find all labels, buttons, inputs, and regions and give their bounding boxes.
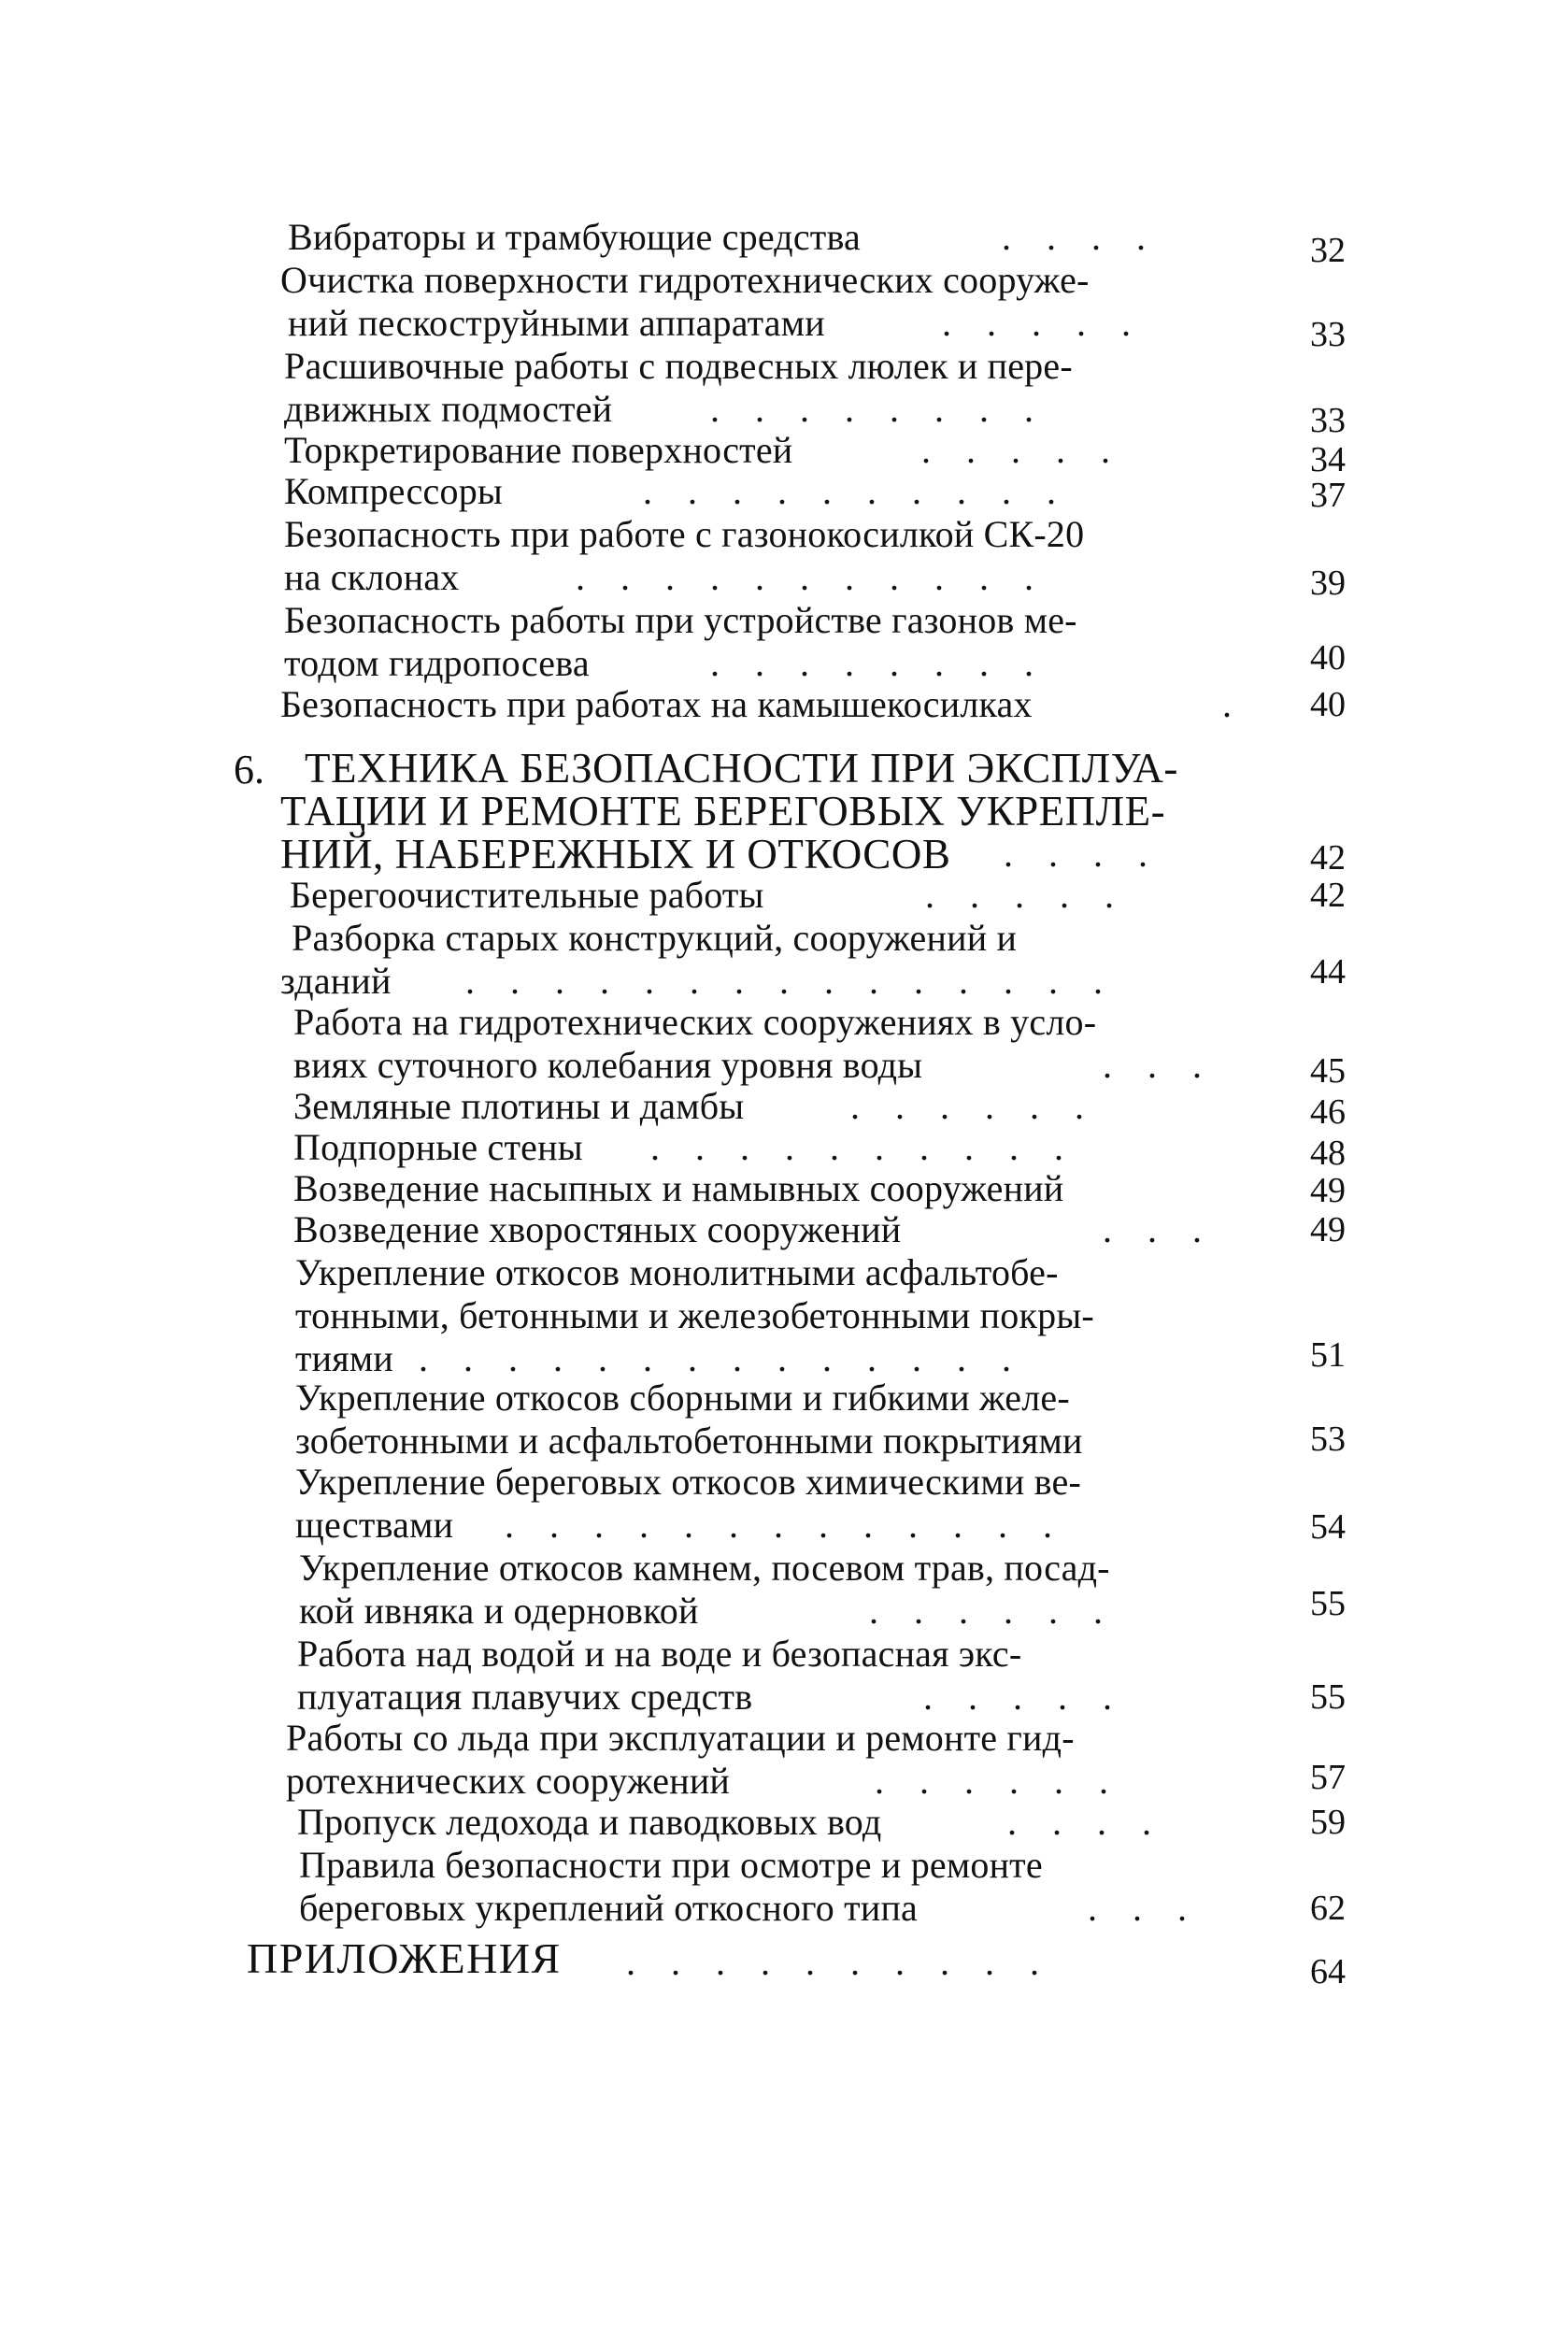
page-number: 42 [1310,876,1346,915]
page-number: 46 [1310,1092,1346,1132]
page-number: 55 [1310,1677,1346,1717]
section-number: 6. [234,747,264,792]
leader-dots: . . . . . . [850,1085,1097,1127]
page-number: 42 [1310,838,1346,878]
entry-line: Безопасность при работах на камышекосилках [280,683,1033,725]
leader-dots: . . . . [1007,1801,1164,1843]
entry-line: тиями [295,1337,394,1379]
page-number: 59 [1310,1803,1346,1842]
entry-line: Земляные плотины и дамбы [293,1085,745,1127]
leader-dots: . . . . . . . . [710,642,1047,684]
leader-dots: . . . . . [923,1676,1125,1718]
leader-dots: . . . . . . . . . . . [576,556,1047,598]
leader-dots: . . . . . . [875,1760,1121,1802]
leader-dots: . . . . . . . . . . . . . . [419,1337,1024,1379]
entry-line: на склонах [284,556,460,598]
leader-dots: . . . . [1004,833,1161,875]
page-number: 39 [1310,564,1346,603]
leader-dots: . . . . . . . . . . [626,1941,1052,1983]
page-number: 44 [1310,952,1346,992]
leader-dots: . . . . . . . . [710,388,1047,430]
page-number: 49 [1310,1210,1346,1249]
entry-line: ний пескоструйными аппаратами [288,302,825,344]
leader-dots: . . . . . . . . . . [650,1126,1076,1168]
entry-line: Очистка поверхности гидротехнических сооруже- [280,259,1090,301]
entry-line: ротехнических сооружений [286,1760,731,1802]
entry-line: Подпорные стены [293,1126,583,1168]
entry-line: Компрессоры [284,470,503,512]
entry-line: Пропуск ледохода и паводковых вод [297,1801,882,1843]
leader-dots: . . . [1103,1208,1215,1250]
entry-line: Возведение хворостяных сооружений [293,1208,902,1250]
page-number: 40 [1310,685,1346,724]
entry-line: Укрепление откосов монолитными асфальтобе- [295,1251,1059,1293]
entry-line: движных подмостей [284,388,613,430]
entry-line: зобетонными и асфальтобетонными покрытиями [295,1420,1083,1462]
leader-dots: . . . . . . . . . . [643,470,1069,512]
page-number: 53 [1310,1420,1346,1459]
page-number: 64 [1310,1952,1346,1991]
leader-dots: . . . . . [925,874,1127,916]
entry-line: Возведение насыпных и намывных сооружений [293,1167,1064,1209]
page-number: 62 [1310,1889,1346,1928]
page-number: 32 [1310,231,1346,270]
entry-line: Берегоочистительные работы [290,874,764,916]
entry-line: ществами [295,1504,454,1546]
page-number: 33 [1310,401,1346,440]
leader-dots: . [1222,683,1245,725]
entry-line: Укрепление откосов камнем, посевом трав, посад- [299,1547,1110,1589]
entry-line: кой ивняка и одерновкой [299,1590,699,1632]
entry-line: плуатация плавучих средств [297,1676,753,1718]
entry-line: Расшивочные работы с подвесных люлек и пере- [284,345,1073,387]
leader-dots: . . . . . [942,302,1144,344]
page-number: 54 [1310,1507,1346,1547]
entry-line: Укрепление береговых откосов химическими ве- [295,1461,1082,1503]
page-number: 40 [1310,638,1346,678]
entry-line: береговых укреплений откосного типа [299,1887,918,1929]
leader-dots: . . . . . . [869,1590,1116,1632]
entry-line: тонными, бетонными и железобетонными покры- [295,1294,1094,1336]
entry-line: Укрепление откосов сборными и гибкими желе- [295,1377,1070,1419]
entry-line: виях суточного колебания уровня воды [293,1044,923,1086]
leader-dots: . . . . . [921,429,1123,471]
leader-dots: . . . [1103,1044,1215,1086]
page-number: 33 [1310,315,1346,354]
leader-dots: . . . . [1002,216,1159,258]
page-number: 34 [1310,440,1346,479]
page-number: 45 [1310,1051,1346,1091]
entry-line: Вибраторы и трамбующие средства [288,216,861,258]
entry-line: Торкретирование поверхностей [284,429,793,471]
leader-dots: . . . [1088,1887,1200,1929]
leader-dots: . . . . . . . . . . . . . [505,1504,1065,1546]
page-number: 57 [1310,1758,1346,1797]
section-title-line: НИЙ, НАБЕРЕЖНЫХ И ОТКОСОВ [280,831,951,878]
appendix-title: ПРИЛОЖЕНИЯ [247,1934,562,1982]
page-number: 48 [1310,1134,1346,1173]
entry-line: Безопасность при работе с газонокосилкой СК-20 [284,513,1085,555]
entry-line: Разборка старых конструкций, сооружений и [292,917,1018,959]
entry-line: Правила безопасности при осмотре и ремонте [299,1844,1043,1886]
section-title-line: ТЕХНИКА БЕЗОПАСНОСТИ ПРИ ЭКСПЛУА- [305,745,1178,792]
entry-line: Работы со льда при эксплуатации и ремонте гид- [286,1717,1075,1759]
entry-line: Работа над водой и на воде и безопасная экс- [297,1633,1022,1675]
leader-dots: . . . . . . . . . . . . . . . [465,960,1116,1002]
page-number: 55 [1310,1584,1346,1623]
entry-line: зданий [280,960,392,1002]
entry-line: Работа на гидротехнических сооружениях в усло- [293,1001,1097,1043]
page-number: 49 [1310,1171,1346,1210]
page-number: 51 [1310,1335,1346,1375]
page-number: 37 [1310,476,1346,515]
entry-line: тодом гидропосева [284,642,590,684]
section-title-line: ТАЦИИ И РЕМОНТЕ БЕРЕГОВЫХ УКРЕПЛЕ- [280,788,1166,835]
entry-line: Безопасность работы при устройстве газонов ме- [284,599,1077,641]
